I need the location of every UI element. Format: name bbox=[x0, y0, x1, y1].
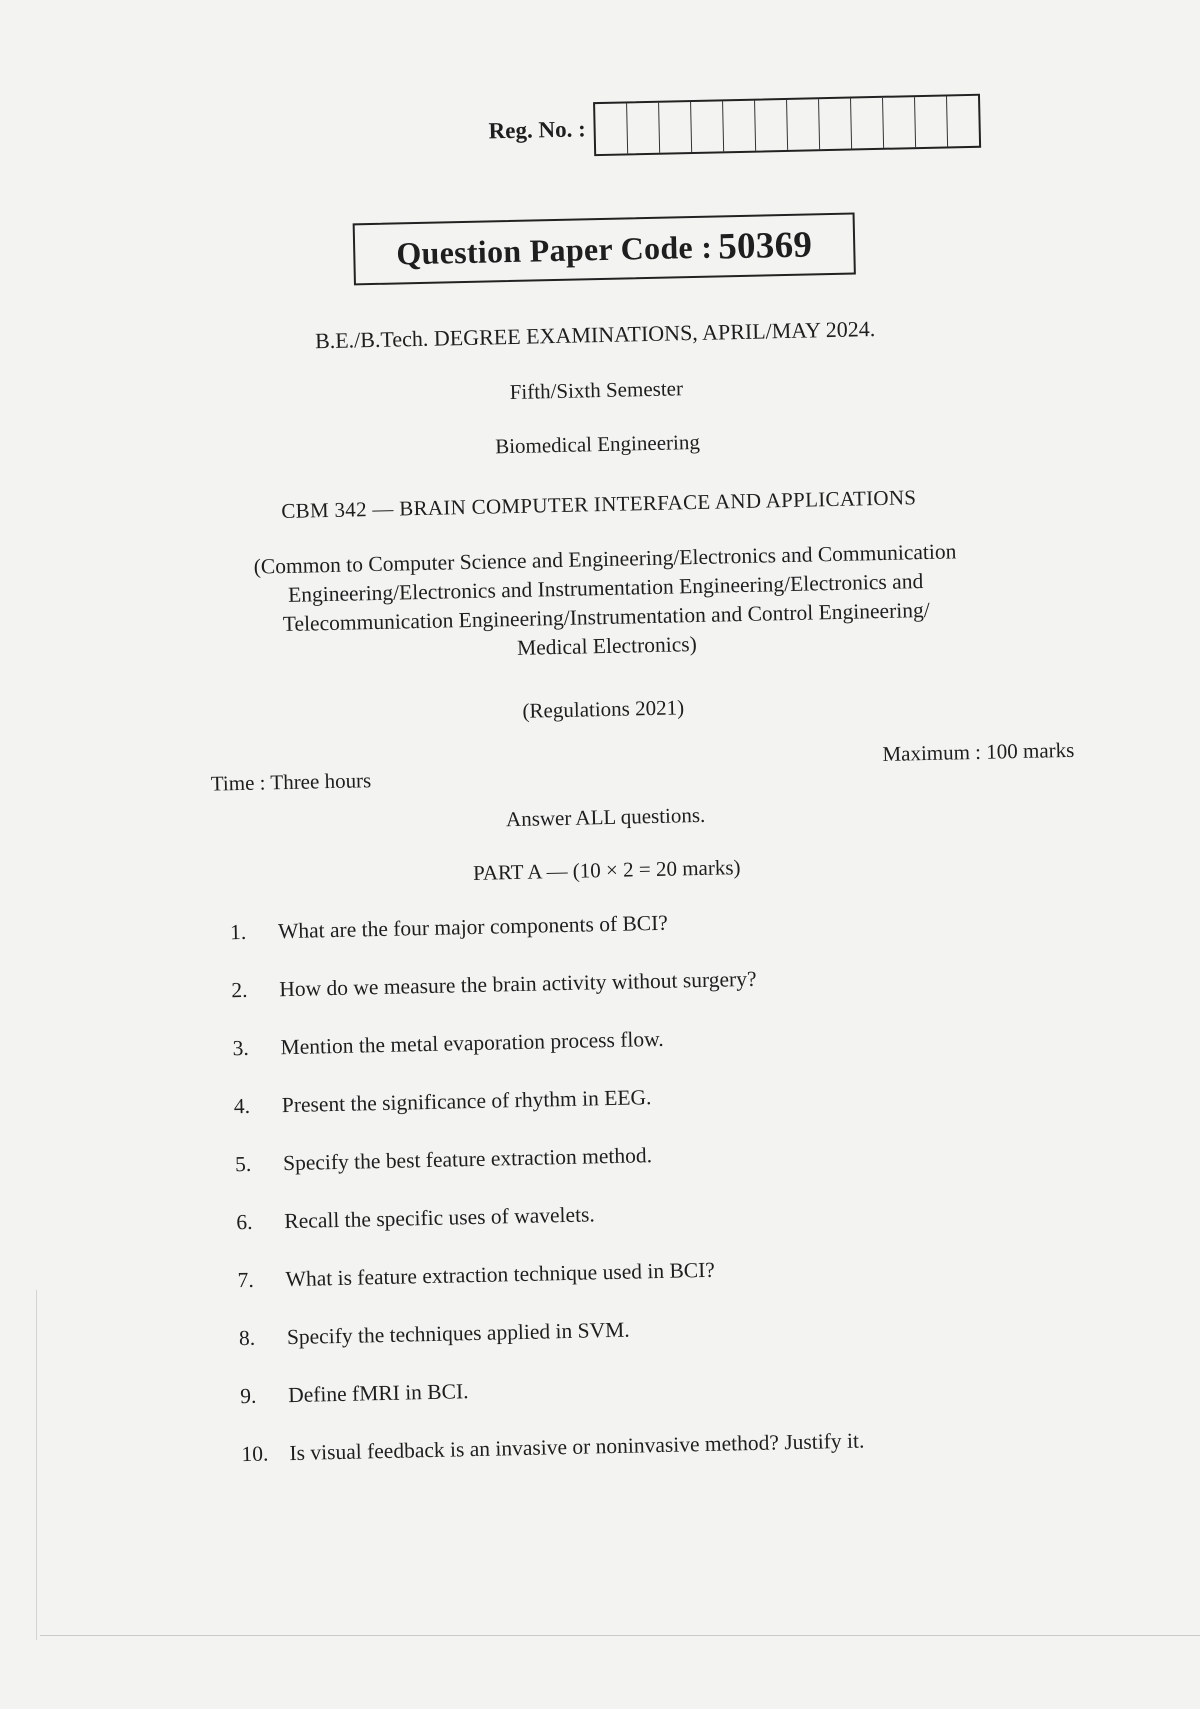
question-paper-code-box bbox=[353, 212, 856, 285]
exam-title: B.E./B.Tech. DEGREE EXAMINATIONS, APRIL/MAY 2024. bbox=[314, 316, 876, 354]
question-item bbox=[239, 1308, 1089, 1352]
question-text: How do we measure the brain activity without surgery? bbox=[279, 966, 757, 1002]
question-number: 2. bbox=[231, 977, 248, 1003]
question-text: Define fMRI in BCI. bbox=[287, 1379, 469, 1408]
maximum-marks: Maximum : 100 marks bbox=[882, 737, 1075, 766]
question-item bbox=[240, 1366, 1090, 1410]
reg-no-box bbox=[851, 98, 884, 149]
question-paper-code-value: 50369 bbox=[717, 223, 813, 267]
reg-no-box bbox=[947, 96, 979, 147]
question-number: 8. bbox=[238, 1325, 256, 1351]
reg-no-box bbox=[915, 96, 948, 147]
instruction: Answer ALL questions. bbox=[505, 802, 706, 832]
reg-no-box bbox=[883, 97, 916, 148]
common-to-line: Telecommunication Engineering/Instrumentation and Control Engineering/ bbox=[282, 597, 930, 637]
question-number: 6. bbox=[236, 1209, 253, 1235]
question-item bbox=[234, 1076, 1084, 1120]
question-number: 7. bbox=[237, 1267, 255, 1293]
question-text: Specify the best feature extraction method. bbox=[282, 1143, 653, 1176]
reg-no-box bbox=[723, 101, 756, 152]
question-paper-code-label: Question Paper Code : bbox=[395, 228, 713, 271]
question-number: 4. bbox=[233, 1093, 251, 1119]
question-number: 1. bbox=[229, 919, 247, 945]
reg-no-box bbox=[627, 103, 660, 154]
question-number: 3. bbox=[232, 1035, 249, 1061]
question-text: Mention the metal evaporation process flow. bbox=[280, 1026, 664, 1060]
question-text: Present the significance of rhythm in EEG. bbox=[281, 1085, 652, 1118]
question-text: What is feature extraction technique used in BCI? bbox=[285, 1257, 716, 1292]
common-to-line: (Common to Computer Science and Engineering/Electronics and Communication bbox=[253, 539, 957, 579]
reg-no-label: Reg. No. : bbox=[488, 116, 586, 144]
question-text: Is visual feedback is an invasive or noninvasive method? Justify it. bbox=[289, 1428, 865, 1466]
reg-no-box bbox=[595, 103, 628, 154]
course-title: CBM 342 — BRAIN COMPUTER INTERFACE AND APPLICATIONS bbox=[281, 485, 917, 524]
question-number: 5. bbox=[234, 1151, 252, 1177]
reg-no-box bbox=[787, 99, 820, 150]
reg-no-box bbox=[659, 102, 692, 153]
reg-no-box bbox=[691, 101, 724, 152]
question-item bbox=[230, 902, 1080, 946]
semester: Fifth/Sixth Semester bbox=[509, 376, 684, 405]
reg-no-boxes bbox=[593, 94, 981, 156]
question-item bbox=[237, 1250, 1087, 1294]
question-number: 10. bbox=[241, 1441, 269, 1467]
question-text: What are the four major components of BCI? bbox=[277, 910, 669, 944]
reg-no-box bbox=[819, 99, 852, 150]
common-to-line: Engineering/Electronics and Instrumentation Engineering/Electronics and bbox=[287, 569, 924, 607]
question-text: Specify the techniques applied in SVM. bbox=[286, 1317, 630, 1350]
question-item bbox=[235, 1134, 1085, 1178]
reg-no-box bbox=[755, 100, 788, 151]
question-item bbox=[232, 1018, 1082, 1062]
reg-no-field bbox=[488, 92, 981, 161]
part-heading: PART A — (10 × 2 = 20 marks) bbox=[472, 855, 741, 885]
question-item bbox=[231, 960, 1081, 1004]
regulations: (Regulations 2021) bbox=[522, 695, 685, 723]
common-to-block bbox=[200, 536, 1012, 670]
question-item bbox=[236, 1192, 1086, 1236]
question-number: 9. bbox=[239, 1383, 257, 1409]
department: Biomedical Engineering bbox=[494, 429, 701, 459]
time-allowed: Time : Three hours bbox=[210, 768, 372, 796]
question-item bbox=[241, 1424, 1091, 1468]
common-to-line: Medical Electronics) bbox=[516, 632, 697, 660]
question-text: Recall the specific uses of wavelets. bbox=[284, 1202, 596, 1234]
